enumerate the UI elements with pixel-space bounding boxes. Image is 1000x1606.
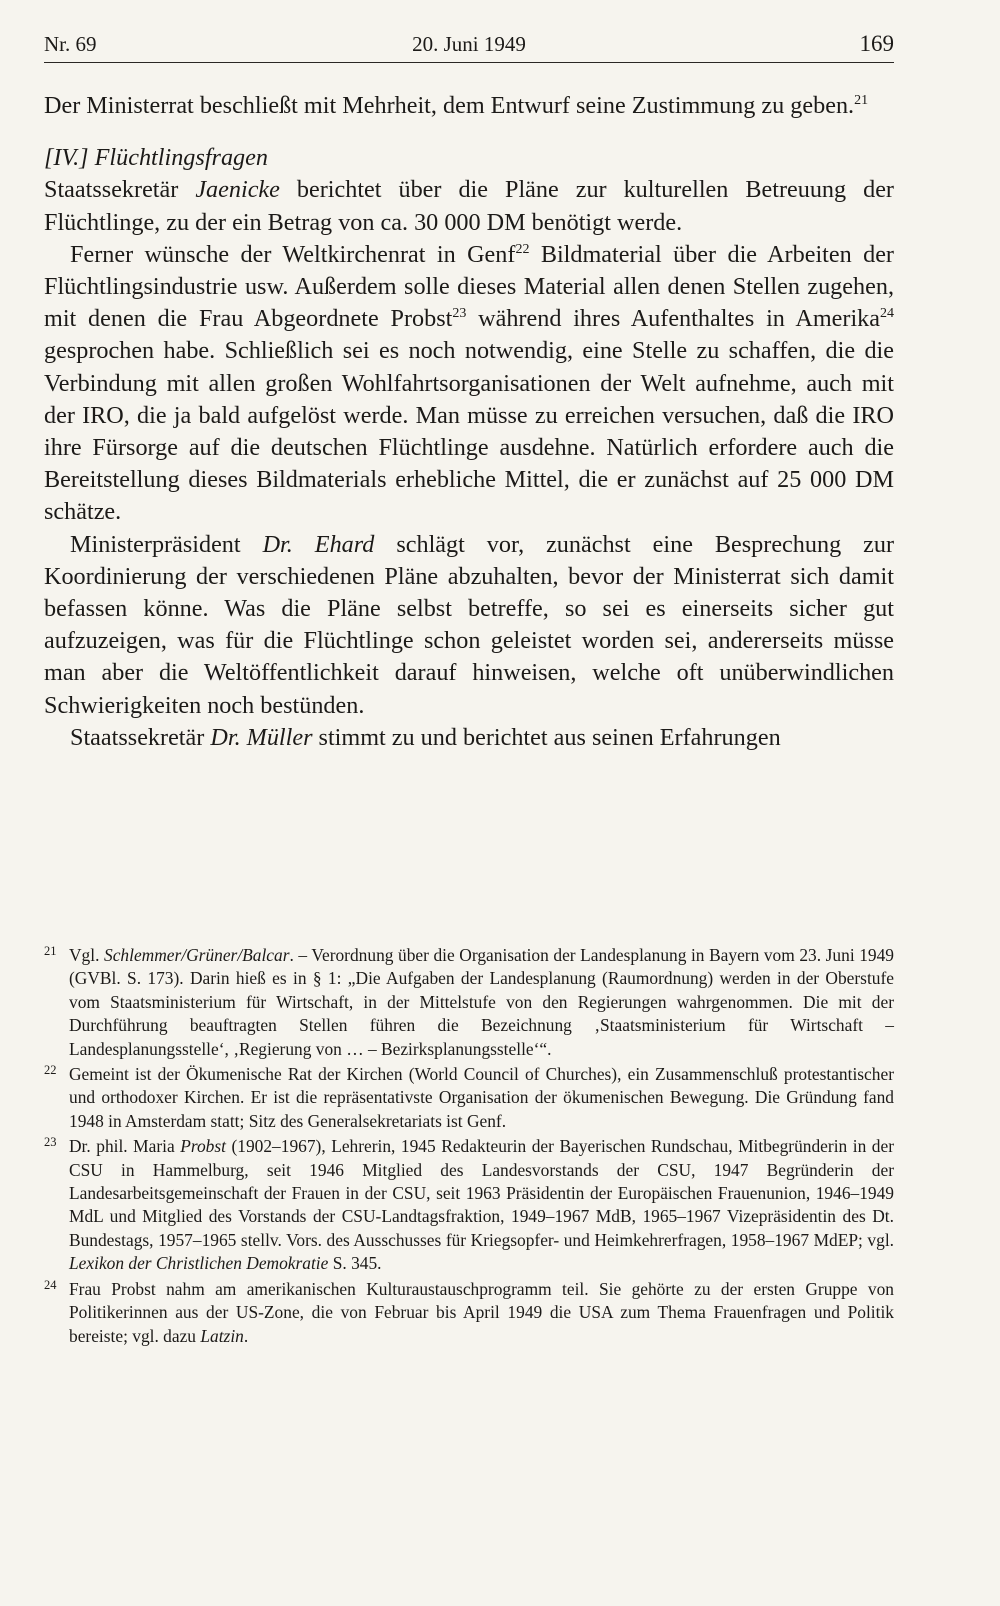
footnote-24: 24 Frau Probst nahm am amerikanischen Kulturaustauschprogramm teil. Sie gehörte zu der ersten Gruppe von Politikerinnen aus der US-Zone, die von Februar bis April 1949 die USA zum Thema Frauenfragen und Politik bereiste; vgl. dazu Latzin. <box>44 1278 894 1348</box>
section-title: Flüchtlingsfragen <box>94 144 268 172</box>
footnote-number: 24 <box>44 1277 57 1292</box>
footnotes <box>44 944 894 1350</box>
footnote-ref-24[interactable]: 24 <box>880 306 894 322</box>
section-heading: [IV.] Flüchtlingsfragen <box>44 144 268 172</box>
paragraph-weltkirchenrat: Ferner wünsche der Weltkirchenrat in Genf$^{22}$ Bildmaterial über die Arbeiten der Flüchtlingsindustrie usw. Außerdem solle dieses Material allen denen Stellen zugehen, mit denen die Frau Abgeordnete Probst$^{23}$ während ihres Aufenthaltes in Amerika$^{24}$ gesprochen habe. Schließlich sei es noch notwendig, eine Stelle zu schaffen, die die Verbindung mit allen großen Wohlfahrtsorganisationen der Welt aufnehme, auch mit der IRO, die ja bald aufgelöst werde. Man müsse zu erreichen versuchen, daß die IRO ihre Fürsorge auf die deutschen Flüchtlinge ausdehne. Natürlich erfordere auch die Bereitstellung dieses Bildmaterials erhebliche Mittel, die er zunächst auf 25 000 DM schätze. <box>44 240 894 526</box>
paragraph-jaenicke: Staatssekretär Jaenicke berichtet über die Pläne zur kulturellen Betreuung der Flüchtlinge, zu der ein Betrag von ca. 30 000 DM benötigt werde. <box>44 176 894 236</box>
speaker-name: Dr. Müller <box>210 723 313 751</box>
paragraph-resolution: Der Ministerrat beschließt mit Mehrheit, dem Entwurf seine Zustimmung zu geben.$^{21}$ <box>44 92 869 119</box>
footnote-23: 23 Dr. phil. Maria Probst (1902–1967), Lehrerin, 1945 Redakteurin der Bayerischen Rundschau, Mitbegründerin in der CSU in Hammelburg, seit 1946 Mitglied des Landesvorstands der CSU, 1947 Begründerin der Landesarbeitsgemeinschaft der Frauen in der CSU, seit 1963 Präsidentin der Europäischen Frauenunion, 1946–1949 MdL und Mitglied des Vorstands der CSU-Landtagsfraktion, 1949–1967 MdB, 1965–1967 Vizepräsidentin des Dt. Bundestags, 1957–1965 stellv. Vors. des Ausschusses für Kriegsopfer- und Heimkehrerfragen, 1958–1967 MdEP; vgl. Lexikon der Christlichen Demokratie S. 345. <box>44 1135 894 1275</box>
footnote-21: 21 Vgl. Schlemmer/Grüner/Balcar. – Verordnung über die Organisation der Landesplanung in Bayern vom 23. Juni 1949 (GVBl. S. 173). Darin hieß es in § 1: „Die Aufgaben der Landesplanung (Raumordnung) werden in der Oberstufe vom Staatsministerium für Wirtschaft, in der Mittelstufe von den Regierungen wahrgenommen. Die mit der Durchführung beauftragten Stellen führen die Bezeichnung ‚Staatsministerium für Wirtschaft – Landesplanungsstelle‘, ‚Regierung von … – Bezirksplanungsstelle‘“. <box>44 944 894 1061</box>
footnote-ref-21[interactable]: 21 <box>854 93 869 108</box>
footnote-ref-22[interactable]: 22 <box>515 241 530 257</box>
speaker-name: Jaenicke <box>195 176 280 204</box>
footnote-number: 22 <box>44 1063 57 1078</box>
footnote-number: 23 <box>44 1135 57 1150</box>
running-header <box>44 30 894 63</box>
page-number: 169 <box>859 31 894 56</box>
footnote-22: 22 Gemeint ist der Ökumenische Rat der Kirchen (World Council of Churches), ein Zusammenschluß protestantischer und orthodoxer Kirchen. Er ist die repräsentativste Organisation der ökumenischen Bewegung. Die Gründung fand 1948 in Amsterdam statt; Sitz des Generalsekretariats ist Genf. <box>44 1063 894 1133</box>
header-date: 20. Juni 1949 <box>412 32 526 56</box>
paragraph-ehard: Ministerpräsident Dr. Ehard schlägt vor, zunächst eine Besprechung zur Koordinierung der verschiedenen Pläne abzuhalten, bevor der Ministerrat sich damit befassen könne. Was die Pläne selbst betreffe, so sei es einerseits sicher gut aufzuzeigen, was für die Flüchtlinge schon geleistet worden sei, andererseits müsse man aber die Weltöffentlichkeit darauf hinweisen, welche oft unüberwindlichen Schwierigkeiten noch bestünden. <box>44 530 895 719</box>
speaker-name: Dr. Ehard <box>262 530 375 558</box>
paragraph-mueller: Staatssekretär Dr. Müller stimmt zu und berichtet aus seinen Erfahrungen <box>70 723 781 751</box>
footnote-number: 21 <box>44 944 57 958</box>
footnote-ref-23[interactable]: 23 <box>452 306 467 322</box>
body-text <box>44 90 894 754</box>
issue-number: Nr. 69 <box>44 32 97 56</box>
